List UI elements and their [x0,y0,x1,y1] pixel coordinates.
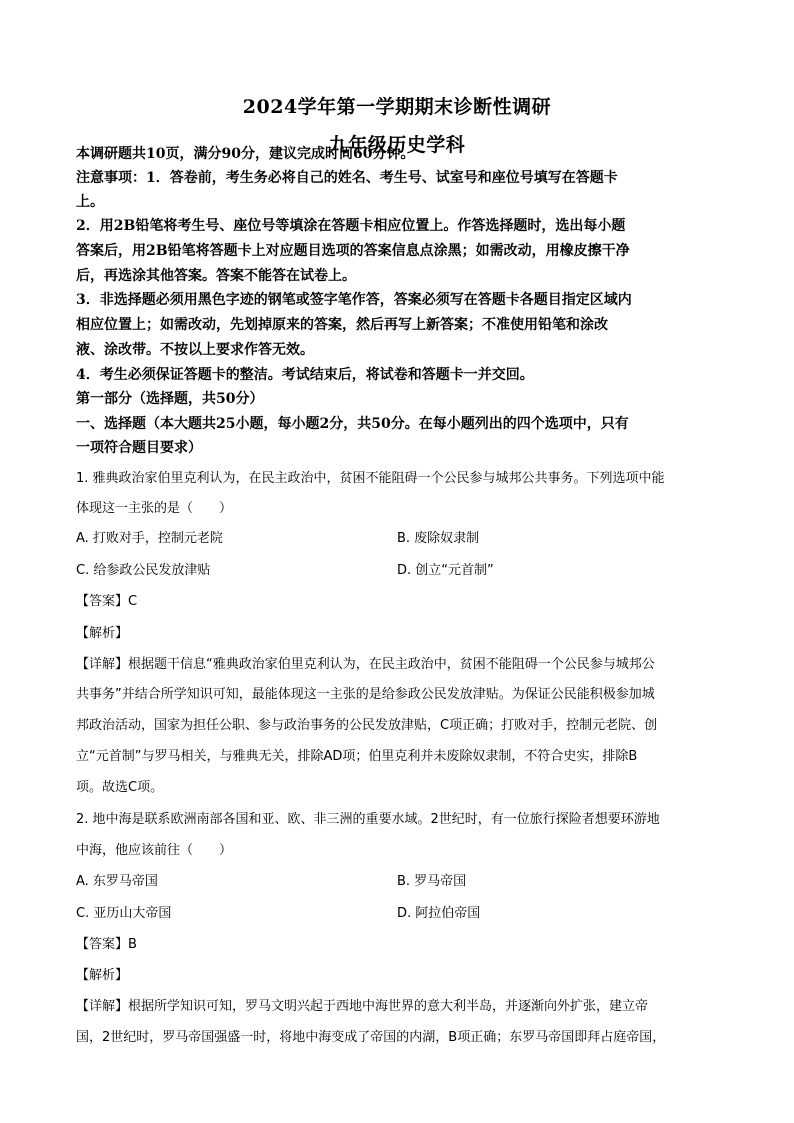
option-c: C. 亚历山大帝国 [76,906,172,921]
option-a: A. 东罗马帝国 [76,874,158,889]
detail-text: 国，2世纪时，罗马帝国强盛一时，将地中海变成了帝国的内湖，B项正确；东罗马帝国即拜占庭帝国， [76,1030,666,1045]
question-stem: 1. 雅典政治家伯里克利认为，在民主政治中，贫困不能阻碍一个公民参与城邦公共事务。下列选项中能 [76,471,665,486]
detail-text: 项。故选C项。 [76,780,164,795]
notice-line: 本调研题共10页，满分90分，建议完成时间60分钟。 [76,146,415,162]
detail-text: 邦政治活动，国家为担任公职、参与政治事务的公民发放津贴，C项正确；打败对手，控制元老院、创 [76,718,658,733]
section-instruction: 一项符合题目要求） [76,440,202,456]
option-d: D. 创立“元首制” [397,563,494,578]
page-subtitle: 九年级历史学科 [328,134,466,156]
notice-line: 注意事项：1．答卷前，考生务必将自己的姓名、考生号、试室号和座位号填写在答题卡 [76,170,618,186]
detail-text: 共事务”并结合所学知识可知，最能体现这一主张的是给参政公民发放津贴。为保证公民能积极参加城 [76,687,655,702]
detail-text: 【详解】根据所学知识可知，罗马文明兴起于西地中海世界的意大利半岛，并逐渐向外扩张，建立帝 [76,999,649,1014]
notice-line: 后，再选涂其他答案。答案不能答在试卷上。 [76,268,356,284]
option-a: A. 打败对手，控制元老院 [76,531,223,546]
notice-line: 4．考生必须保证答题卡的整洁。考试结束后，将试卷和答题卡一并交回。 [76,367,534,383]
question-stem: 2. 地中海是联系欧洲南部各国和亚、欧、非三洲的重要水域。2世纪时，有一位旅行探险者想要环游地 [76,812,660,827]
section-heading: 第一部分（选择题，共50分） [76,391,264,407]
page-title: 2024学年第一学期期末诊断性调研 [242,96,552,118]
option-b: B. 废除奴隶制 [397,531,480,546]
answer-label: 【答案】C [76,594,138,609]
notice-line: 答案后，用2B铅笔将答题卡上对应题目选项的答案信息点涂黑；如需改动，用橡皮擦干净 [76,243,630,259]
notice-line: 上。 [76,194,104,210]
analysis-label: 【解析】 [76,626,129,641]
answer-label: 【答案】B [76,937,137,952]
option-c: C. 给参政公民发放津贴 [76,563,211,578]
notice-line: 液、涂改带。不按以上要求作答无效。 [76,342,314,358]
notice-line: 相应位置上；如需改动，先划掉原来的答案，然后再写上新答案；不准使用铅笔和涂改 [76,317,608,333]
notice-line: 3．非选择题必须用黑色字迹的钢笔或签字笔作答，答案必须写在答题卡各题目指定区域内 [76,292,632,308]
notice-line: 2．用2B铅笔将考生号、座位号等填涂在答题卡相应位置上。作答选择题时，选出每小题 [76,218,626,234]
question-stem: 中海，他应该前往（ ） [76,843,233,858]
detail-text: 【详解】根据题干信息“雅典政治家伯里克利认为，在民主政治中，贫困不能阻碍一个公民参与城邦公 [76,657,655,672]
option-d: D. 阿拉伯帝国 [397,906,481,921]
option-b: B. 罗马帝国 [397,874,467,889]
detail-text: 立“元首制”与罗马相关，与雅典无关，排除AD项；伯里克利并未废除奴隶制，不符合史实，排除B [76,749,638,764]
analysis-label: 【解析】 [76,968,129,983]
section-instruction: 一、选择题（本大题共25小题，每小题2分，共50分。在每小题列出的四个选项中，只有 [76,416,629,432]
question-stem: 体现这一主张的是（ ） [76,501,233,516]
